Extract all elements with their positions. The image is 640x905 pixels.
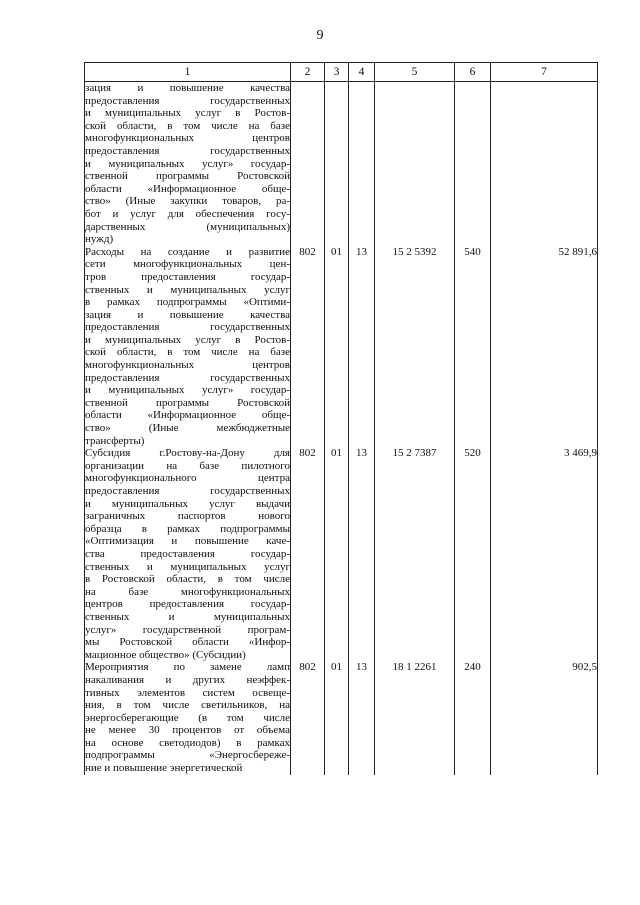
table-row [85,246,598,448]
description-line: многофункционального центра [85,472,290,485]
cell-expense-type: 540 [455,246,491,448]
description-line: ния, в том числе светильников, на [85,699,290,712]
description-line: области «Информационное обще- [85,409,290,422]
description-line: ской области, в том числе на базе [85,119,290,132]
description-line: услуг» государственной програм- [85,623,290,636]
page-number: 9 [316,28,324,43]
description-line: и муниципальных услуг выдачи [85,497,290,510]
description-line: ственных и муниципальных [85,610,290,623]
cell-section [325,82,349,246]
description-line: тров предоставления государ- [85,270,290,283]
description-line: тивных элементов систем освеще- [85,686,290,699]
cell-amount: 902,5 [491,661,598,774]
cell-subsection: 13 [349,246,375,448]
description-line: зация и повышение качества [85,308,290,321]
description-line: «Оптимизация и повышение каче- [85,535,290,548]
description-line: бот и услуг для обеспечения госу- [85,207,290,220]
cell-ministry-code: 802 [291,447,325,661]
description-line: ства предоставления государ- [85,547,290,560]
cell-section: 01 [325,246,349,448]
description-line: предоставления государственных [85,485,290,497]
cell-section: 01 [325,661,349,774]
cell-target-article [375,82,455,246]
description-line: многофункциональных центров [85,359,290,372]
description-line: образца в рамках подпрограммы [85,522,290,535]
description-line: центров предоставления государ- [85,598,290,611]
description-line: и муниципальных услуг» государ- [85,157,290,170]
cell-expense-type [455,82,491,246]
description-line: трансферты) [85,434,145,447]
description-line: области «Информационное обще- [85,182,290,195]
description-line: зация и повышение качества [85,82,290,94]
description-line: в Ростовской области, в том числе [85,573,290,586]
header-col-1: 1 [85,63,291,82]
description-line: сети многофункциональных цен- [85,258,290,271]
budget-table [84,62,598,775]
description-line: подпрограммы «Энергосбереже- [85,749,290,762]
table-body [85,82,598,775]
description-line: ственной программы Ростовской [85,170,290,183]
header-col-2: 2 [291,63,325,82]
cell-ministry-code: 802 [291,246,325,448]
description-line: ние и повышение энергетической [85,762,243,775]
table-row [85,661,598,774]
cell-subsection [349,82,375,246]
header-col-5: 5 [375,63,455,82]
description-line: Субсидия г.Ростову-на-Дону для [85,447,290,460]
table-row [85,447,598,661]
description-line: ственной программы Ростовской [85,396,290,409]
description-line: и муниципальных услуг» государ- [85,384,290,397]
description-line: мы Ростовской области «Инфор- [85,636,290,649]
cell-section: 01 [325,447,349,661]
description-line: на основе светодиодов) в рамках [85,736,290,749]
description-line: мационное общество» (Субсидии) [85,648,246,661]
description-line: и муниципальных услуг в Ростов- [85,107,290,120]
description-line: предоставления государственных [85,94,290,107]
cell-amount: 3 469,9 [491,447,598,661]
row-description [85,82,291,246]
cell-target-article: 18 1 2261 [375,661,455,774]
cell-subsection: 13 [349,447,375,661]
description-line: предоставления государственных [85,144,290,157]
description-line: ственных и муниципальных услуг [85,283,290,296]
cell-ministry-code [291,82,325,246]
header-col-3: 3 [325,63,349,82]
description-line: многофункциональных центров [85,132,290,145]
cell-expense-type: 520 [455,447,491,661]
header-col-6: 6 [455,63,491,82]
description-line: Мероприятия по замене ламп [85,661,290,674]
header-col-7: 7 [491,63,598,82]
description-line: ство» (Иные закупки товаров, ра- [85,195,290,208]
row-description [85,246,291,448]
description-line: энергосберегающие (в том числе [85,711,290,724]
cell-target-article: 15 2 7387 [375,447,455,661]
cell-target-article: 15 2 5392 [375,246,455,448]
description-line: и муниципальных услуг в Ростов- [85,333,290,346]
description-line: на базе многофункциональных [85,585,290,598]
description-line: нужд) [85,233,114,246]
row-description [85,447,291,661]
description-line: дарственных (муниципальных) [85,220,290,233]
description-line: в рамках подпрограммы «Оптими- [85,296,290,309]
header-row [85,63,598,82]
description-line: организации на базе пилотного [85,459,290,472]
cell-amount [491,82,598,246]
description-line: ской области, в том числе на базе [85,346,290,359]
cell-expense-type: 240 [455,661,491,774]
description-line: не менее 30 процентов от объема [85,724,290,737]
cell-amount: 52 891,6 [491,246,598,448]
description-line: предоставления государственных [85,371,290,384]
cell-ministry-code: 802 [291,661,325,774]
description-line: заграничных паспортов нового [85,510,290,523]
row-description [85,661,291,774]
description-line: ство» (Иные межбюджетные [85,422,290,435]
description-line: предоставления государственных [85,321,290,334]
description-line: накаливания и других неэффек- [85,673,290,686]
description-line: ственных и муниципальных услуг [85,560,290,573]
table-row [85,82,598,246]
cell-subsection: 13 [349,661,375,774]
header-col-4: 4 [349,63,375,82]
description-line: Расходы на создание и развитие [85,245,290,258]
